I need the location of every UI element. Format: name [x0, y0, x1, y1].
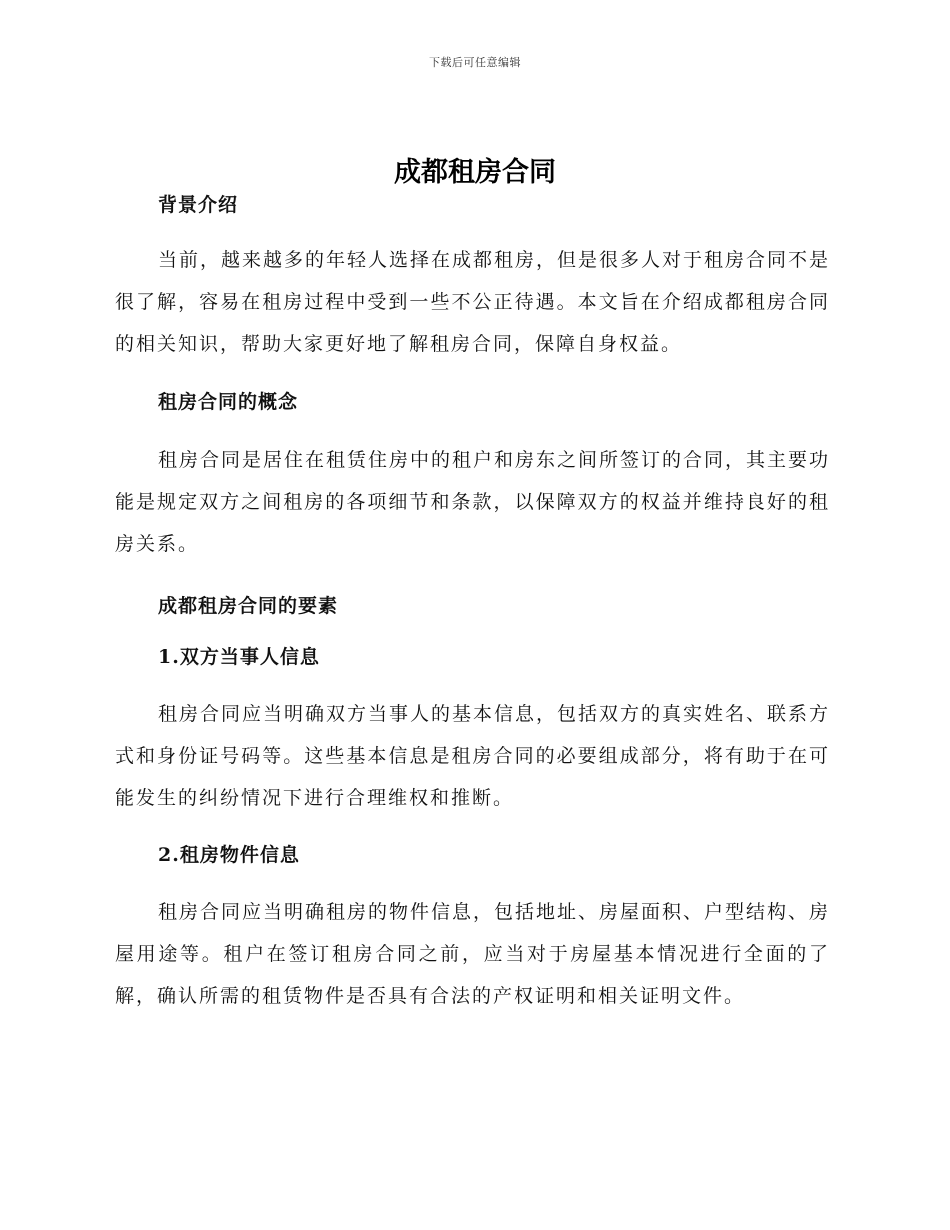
- section-heading-background: 背景介绍: [158, 194, 239, 216]
- page-header-note: 下载后可任意编辑: [429, 56, 521, 69]
- subsection-heading-property: 2.租房物件信息: [158, 844, 300, 866]
- section-heading-concept: 租房合同的概念: [158, 391, 299, 413]
- paragraph-concept: 租房合同是居住在租赁住房中的租户和房东之间所签订的合同，其主要功能是规定双方之间租房的各项细节和条款，以保障双方的权益并维持良好的租房关系。: [115, 449, 831, 555]
- paragraph-parties: 租房合同应当明确双方当事人的基本信息，包括双方的真实姓名、联系方式和身份证号码等。这些基本信息是租房合同的必要组成部分，将有助于在可能发生的纠纷情况下进行合理维权和推断。: [115, 703, 831, 809]
- subsection-heading-parties: 1.双方当事人信息: [158, 646, 320, 668]
- document-title: 成都租房合同: [394, 157, 556, 188]
- section-heading-elements: 成都租房合同的要素: [158, 595, 339, 617]
- paragraph-property: 租房合同应当明确租房的物件信息，包括地址、房屋面积、户型结构、房屋用途等。租户在签订租房合同之前，应当对于房屋基本情况进行全面的了解，确认所需的租赁物件是否具有合法的产权证明和相关证明文件。: [115, 901, 831, 1007]
- paragraph-background: 当前，越来越多的年轻人选择在成都租房，但是很多人对于租房合同不是很了解，容易在租房过程中受到一些不公正待遇。本文旨在介绍成都租房合同的相关知识，帮助大家更好地了解租房合同，保障自身权益。: [115, 249, 831, 355]
- document-body: [115, 193, 830, 1017]
